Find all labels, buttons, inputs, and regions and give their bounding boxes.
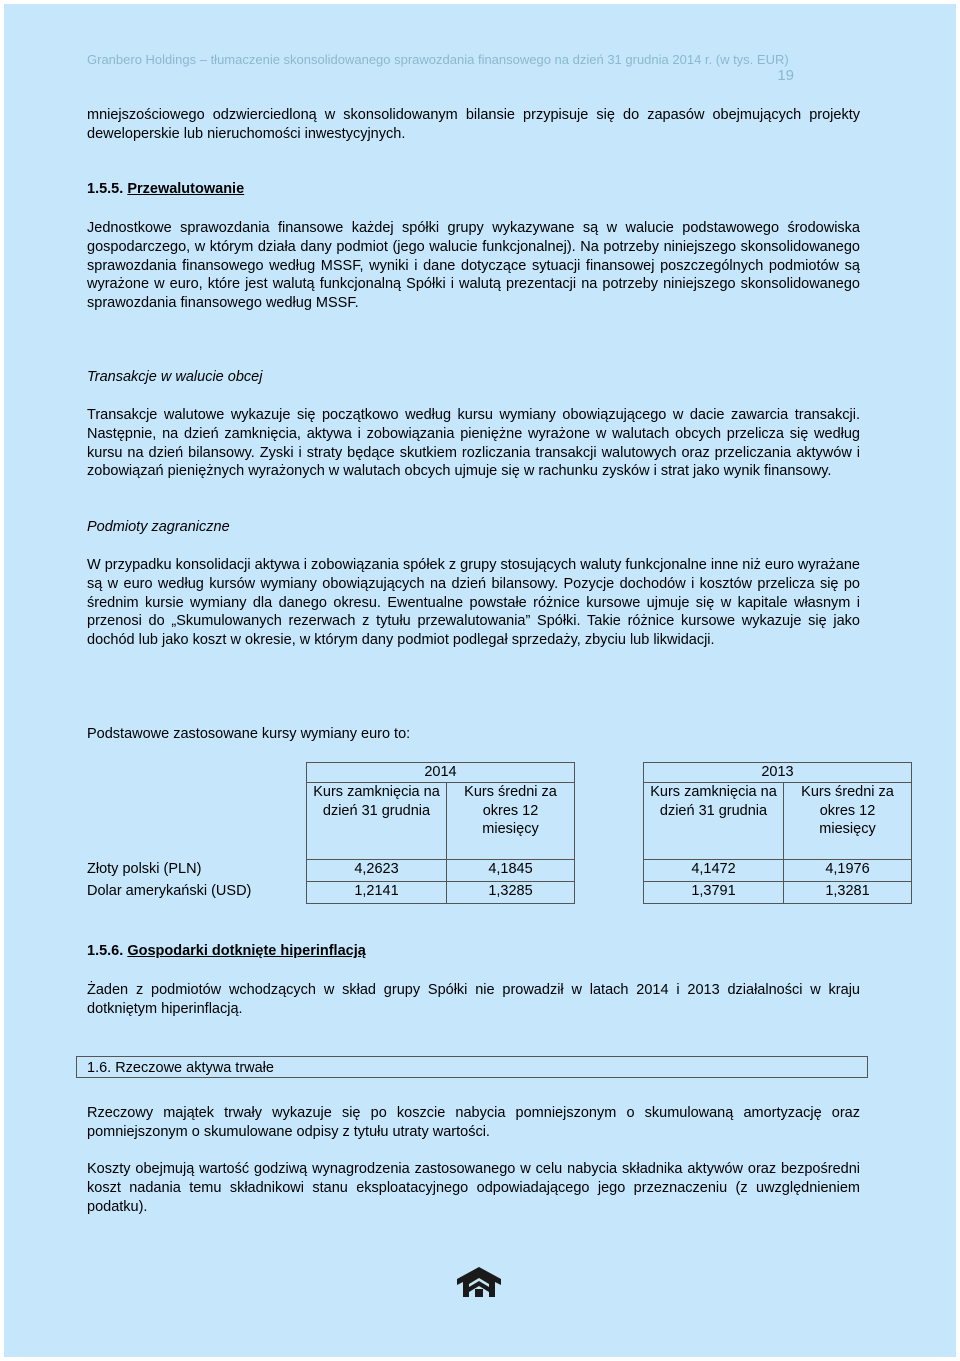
section-155-number: 1.5.5. (87, 181, 124, 197)
section-156-heading (87, 943, 366, 959)
pln-avg-2014: 4,1845 (447, 859, 575, 881)
usd-close-2013: 1,3791 (644, 881, 784, 903)
section-155-title: Przewalutowanie (127, 181, 245, 197)
section-16-paragraph-1: Rzeczowy majątek trwały wykazuje się po koszcie nabycia pomniejszonym o skumulowaną amortyzację oraz pomniejszonym o skumulowane odpisy z tytułu utraty wartości. (87, 1105, 860, 1140)
pln-close-2013: 4,1472 (644, 859, 784, 881)
section-156-number: 1.5.6. (87, 943, 124, 959)
section-16-paragraph-2: Koszty obejmują wartość godziwą wynagrodzenia zastosowanego w celu nabycia składnika aktywów oraz bezpośredni koszt nadania temu składnikowi stanu eksploatacyjnego odpowiadającego jego przeznaczeniu (z uwzględnieniem podatku). (87, 1161, 860, 1215)
col-avg-2014: Kurs średni za okres 12 miesięcy (447, 782, 575, 859)
document-page (4, 4, 956, 1357)
section-156-paragraph: Żaden z podmiotów wchodzących w skład grupy Spółki nie prowadził w latach 2014 i 2013 działalności w kraju dotkniętym hiperinflacją. (87, 982, 860, 1017)
section-155-heading (87, 181, 244, 197)
section-16-title-box: 1.6. Rzeczowe aktywa trwałe (76, 1056, 868, 1078)
pln-avg-2013: 4,1976 (784, 859, 912, 881)
company-logo-icon (455, 1265, 503, 1299)
col-close-2014: Kurs zamknięcia na dzień 31 grudnia (307, 782, 447, 859)
year-2013-header: 2013 (644, 763, 912, 783)
section-155-paragraph: Jednostkowe sprawozdania finansowe każdej spółki grupy wykazywane są w walucie podstawowego środowiska gospodarczego, w którym działa dany podmiot (jego walucie funkcjonalnej). Na potrzeby niniejszego skonsolidowanego sprawozdania finansowego według MSSF, wyniki i dane dotyczące sytuacji finansowej poszczególnych podmiotów są wyrażone w euro, które jest walutą funkcjonalną Spółki i walutą prezentacji na potrzeby niniejszego skonsolidowanego sprawozdania finansowego według MSSF. (87, 220, 860, 312)
year-2014-header: 2014 (307, 763, 575, 783)
foreign-entities-paragraph: W przypadku konsolidacji aktywa i zobowiązania spółek z grupy stosujących waluty funkcjonalne inne niż euro wyrażane są w euro według kursów wymiany obowiązujących na dzień bilansowy. Pozycje dochodów i kosztów przelicza się po średnim kursie wymiany dla danego okresu. Ewentualne powstałe różnice kursowe ujmuje się w kapitale własnym i przenosi do „Skumulowanych rezerwach z tytułu przewalutowania” Spółki. Takie różnice kursowe wykazuje się jako dochód lub jako koszt w okresie, w którym dany podmiot podlegał sprzedaży, zbyciu lub likwidacji. (87, 557, 860, 649)
company-logo-icon (455, 1265, 503, 1299)
table-row (307, 881, 912, 903)
rates-intro: Podstawowe zastosowane kursy wymiany euro to: (87, 726, 411, 742)
page-number: 19 (777, 67, 794, 84)
subsection-foreign-entities-title: Podmioty zagraniczne (87, 519, 230, 535)
foreign-transactions-paragraph: Transakcje walutowe wykazuje się początkowo według kursu wymiany obowiązującego w dacie zawarcia transakcji. Następnie, na dzień zamknięcia, aktywa i zobowiązania pieniężne wyrażone w walutach obcych przelicza się według kursu na dzień bilansowy. Zyski i straty będące skutkiem rozliczania transakcji walutowych oraz przeliczania aktywów i zobowiązań pieniężnych wyrażonych w walutach obcych ujmuje się w rachunku zysków i strat jako wynik finansowy. (87, 407, 860, 480)
row-label-pln: Złoty polski (PLN) (87, 861, 202, 877)
running-header: Granbero Holdings – tłumaczenie skonsolidowanego sprawozdania finansowego na dzień 31 grudnia 2014 r. (w tys. EUR) (87, 52, 789, 67)
row-label-usd: Dolar amerykański (USD) (87, 883, 252, 899)
table-header-columns-row (307, 782, 912, 859)
intro-paragraph: mniejszościowego odzwierciedloną w skonsolidowanym bilansie przypisuje się do zapasów obejmujących projekty deweloperskie lub nieruchomości inwestycyjnych. (87, 107, 860, 142)
usd-close-2014: 1,2141 (307, 881, 447, 903)
table-row (307, 859, 912, 881)
usd-avg-2013: 1,3281 (784, 881, 912, 903)
exchange-rates-table (306, 762, 912, 904)
pln-close-2014: 4,2623 (307, 859, 447, 881)
subsection-foreign-transactions-title: Transakcje w walucie obcej (87, 369, 263, 385)
table-header-years-row (307, 763, 912, 783)
usd-avg-2014: 1,3285 (447, 881, 575, 903)
section-156-title: Gospodarki dotknięte hiperinflacją (127, 943, 366, 959)
col-close-2013: Kurs zamknięcia na dzień 31 grudnia (644, 782, 784, 859)
col-avg-2013: Kurs średni za okres 12 miesięcy (784, 782, 912, 859)
